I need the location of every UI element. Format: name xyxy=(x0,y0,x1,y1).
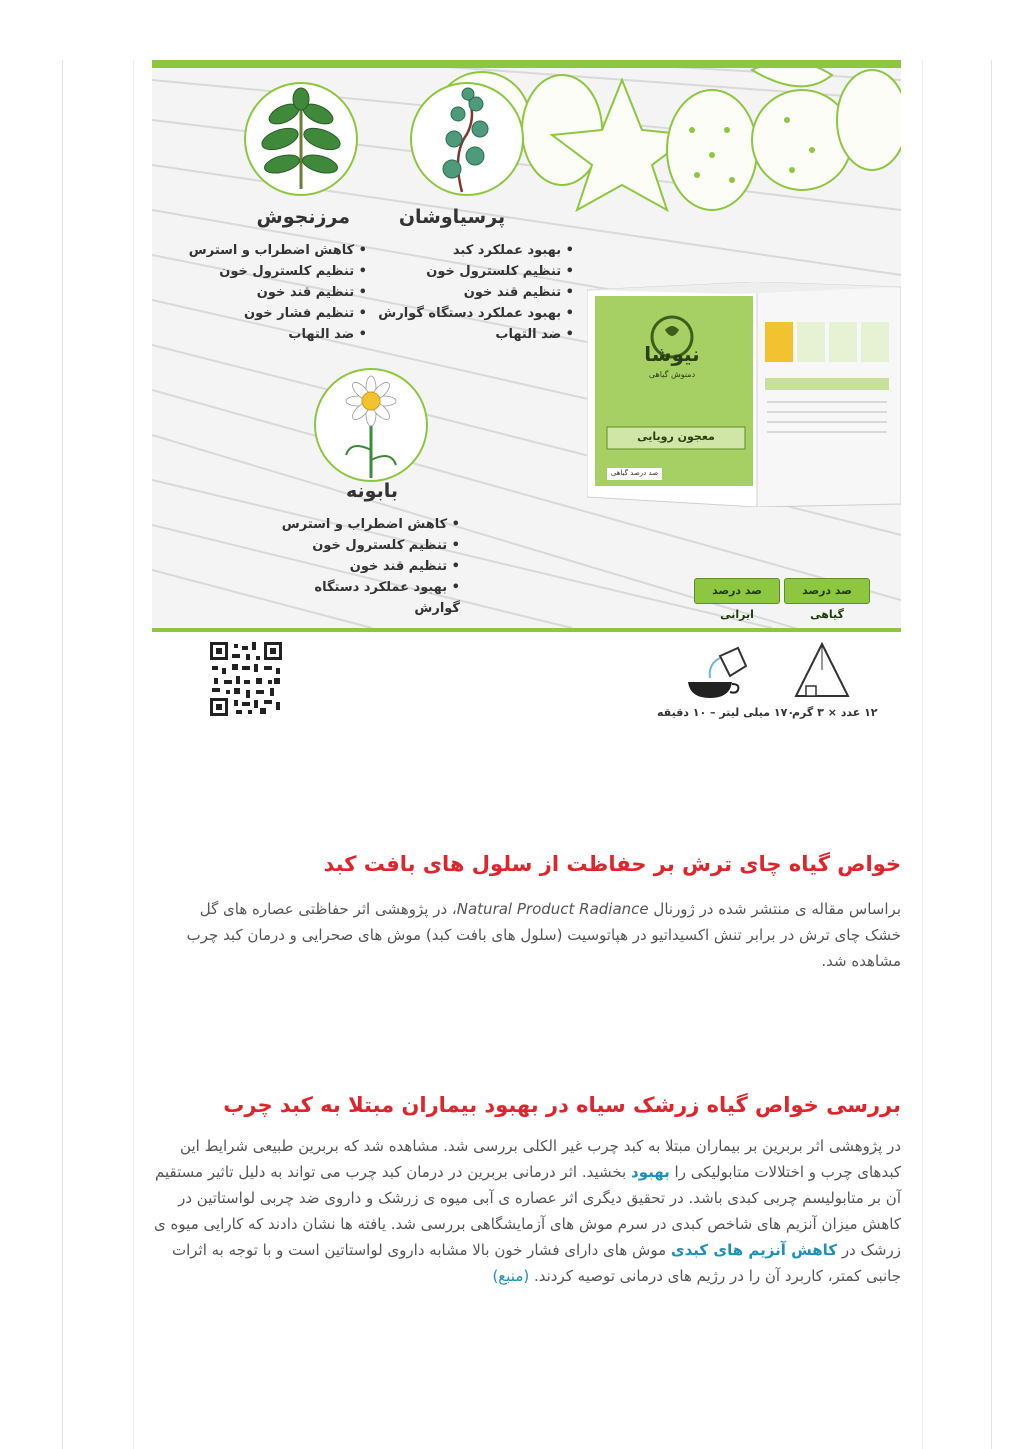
parsiavashan-benefits xyxy=(374,240,574,345)
product-name: معجون رویایی xyxy=(637,430,715,443)
section2-text-2: بخشید. اثر درمانی بربرین در درمان کبد چرب می تواند به دلیل تاثیر مستقیم آن بر متابولیسم چربی کبدی باشد. در تحقیق دیگری اثر عصاره ی آبی میوه ی زرشک و داروی ضد چربی لواستاتین در کاهش میزان آنزیم های شاخص کبدی در سرم موش های آزمایشگاهی بررسی شد. یافته ها نشان دادند که کارایی میوه ی زرشک در xyxy=(154,1163,901,1259)
list-item: • کاهش اضطراب و استرس xyxy=(182,240,367,261)
list-item: • تنظیم قند خون xyxy=(374,282,574,303)
baboone-title: بابونه xyxy=(346,480,398,502)
list-item: • ضد التهاب xyxy=(182,324,367,345)
list-item: • بهبود عملکرد کبد xyxy=(374,240,574,261)
section1-text-end: ، در پژوهشی اثر حفاظتی عصاره های گل خشک چای ترش در برابر تنش اکسیداتیو در هپاتوسیت (سلول های بافت کبد) موش های صحرایی و درمان کبد چرب مشاهده شد. xyxy=(186,900,901,970)
tea-bag-icon xyxy=(792,640,852,704)
section1-heading: خواص گیاه چای ترش بر حفاظت از سلول های بافت کبد xyxy=(323,852,901,876)
qr-code-icon xyxy=(208,640,284,718)
section1-paragraph xyxy=(185,896,901,974)
journal-name: Natural Product Radiance xyxy=(456,900,649,918)
list-item: • کاهش اضطراب و استرس xyxy=(270,514,460,535)
usage-brew-info: ۱۷۰ میلی لیتر – ۱۰ دقیقه xyxy=(657,706,795,719)
baboone-illustration xyxy=(314,368,428,482)
mint-plant-icon xyxy=(246,84,356,194)
brand-name: نیوشا xyxy=(644,342,700,366)
marzanjoosh-illustration xyxy=(244,82,358,196)
list-item: • تنظیم قند خون xyxy=(182,282,367,303)
fern-plant-icon xyxy=(412,84,522,194)
list-item: • تنظیم کلسترول خون xyxy=(374,261,574,282)
section2-heading: بررسی خواص گیاه زرشک سیاه در بهبود بیماران مبتلا به کبد چرب xyxy=(223,1093,901,1117)
list-item: • ضد التهاب xyxy=(374,324,574,345)
list-item: • تنظیم قند خون xyxy=(270,556,460,577)
herbal-badge: صد درصد گیاهی xyxy=(784,578,870,604)
usage-pack-size: ۱۲ عدد × ۳ گرم xyxy=(792,706,878,719)
chamomile-flower-icon xyxy=(316,370,426,480)
box-herbal-label: صد درصد گیاهی xyxy=(610,469,659,477)
baboone-benefits xyxy=(270,514,460,619)
iranian-badge: صد درصد ایرانی xyxy=(694,578,780,604)
liver-enzymes-link[interactable]: کاهش آنزیم های کبدی xyxy=(670,1241,838,1259)
section2-text-1: در پژوهشی اثر بربرین بر بیماران مبتلا به کبد چرب غیر الکلی بررسی شد. مشاهده شد که بربرین طبیعی شرایط این کبدهای چرب و اختلالات متابولیکی را xyxy=(180,1137,901,1181)
parsiavashan-illustration xyxy=(410,82,524,196)
section1-text-start: براساس مقاله ی منتشر شده در ژورنال xyxy=(648,900,901,918)
parsiavashan-title: پرسیاوشان xyxy=(398,206,506,228)
list-item: • تنظیم کلسترول خون xyxy=(182,261,367,282)
marzanjoosh-title: مرزنجوش xyxy=(256,206,350,228)
tea-pot-pouring-icon xyxy=(680,644,760,704)
top-green-band xyxy=(152,60,901,68)
product-banner-image xyxy=(152,60,901,728)
brand-tagline: دمنوش گیاهی xyxy=(648,370,696,379)
section2-text-3: موش های دارای فشار خون بالا مشابه داروی لواستاتین است و با توجه به اثرات جانبی کمتر، کاربرد آن را در رژیم های درمانی توصیه کردند. xyxy=(171,1241,901,1285)
source-link[interactable]: (منبع) xyxy=(492,1267,530,1285)
improve-link[interactable]: بهبود xyxy=(631,1163,670,1181)
section2-paragraph xyxy=(153,1133,901,1289)
list-item: • تنظیم کلسترول خون xyxy=(270,535,460,556)
marzanjoosh-benefits xyxy=(182,240,367,345)
list-item: • تنظیم فشار خون xyxy=(182,303,367,324)
list-item: • بهبود عملکرد دستگاه گوارش xyxy=(270,577,460,619)
list-item: • بهبود عملکرد دستگاه گوارش xyxy=(374,303,574,324)
